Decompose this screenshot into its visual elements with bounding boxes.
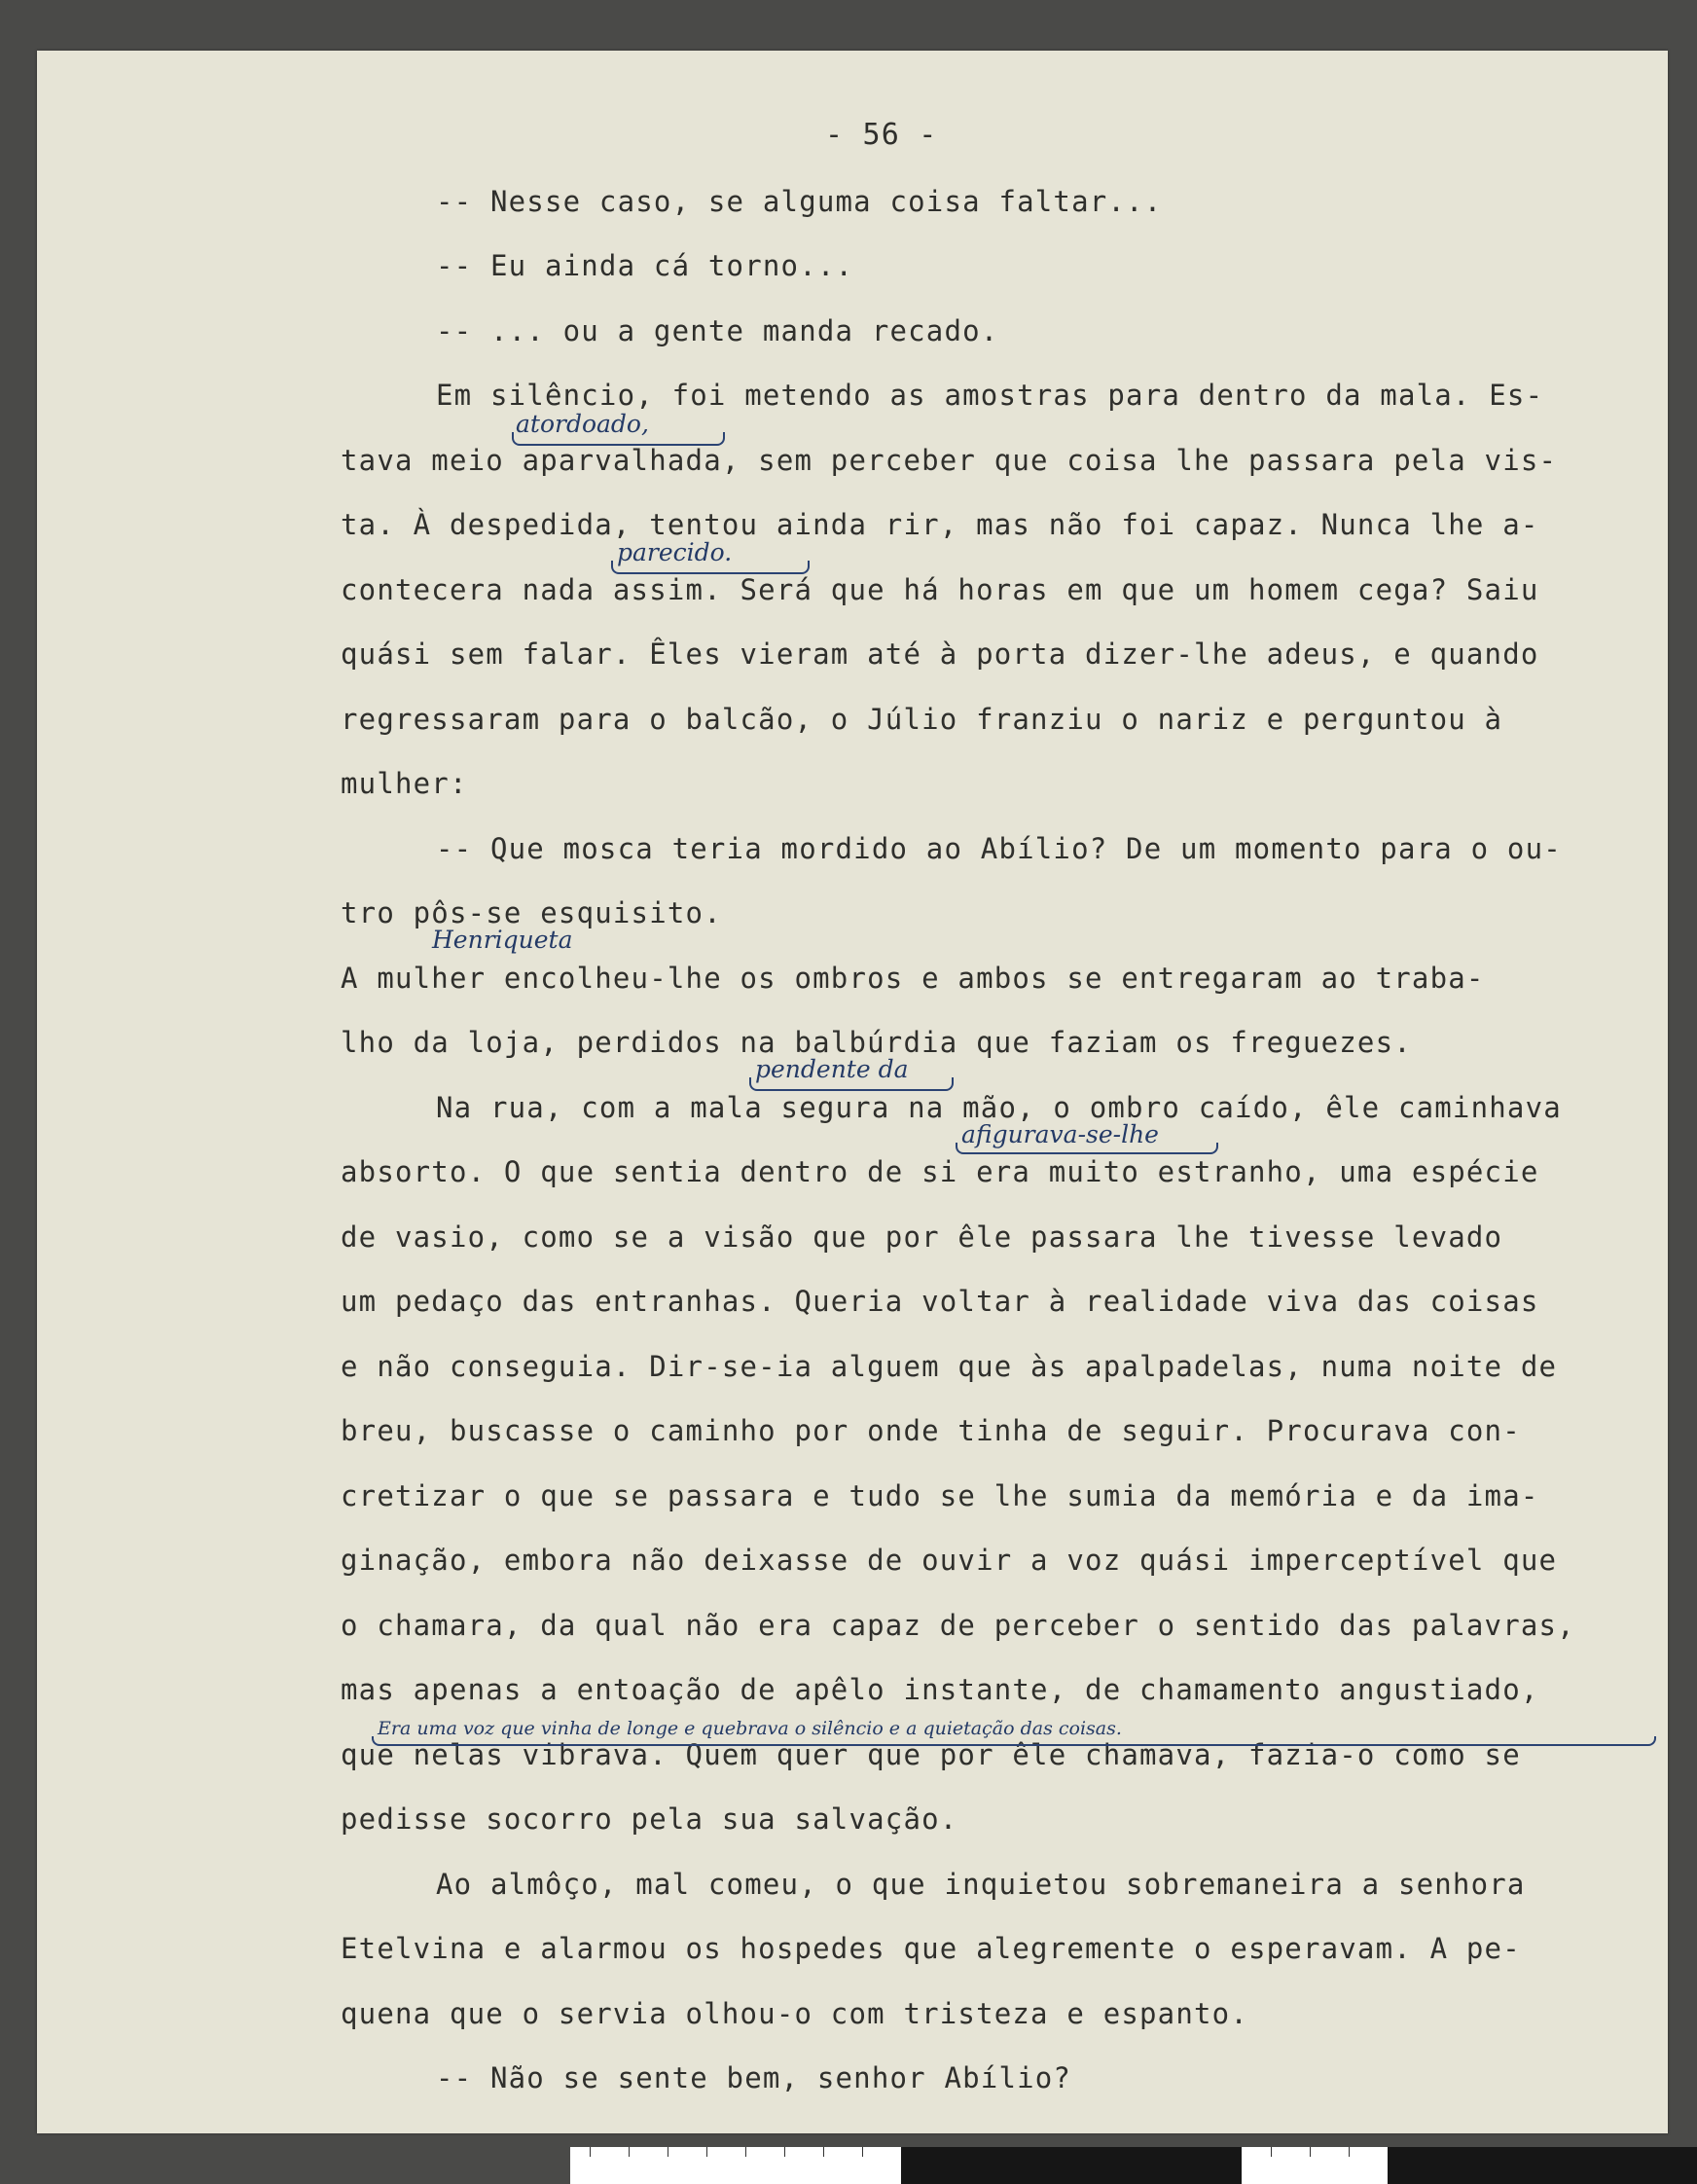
ruler-dark-segment <box>901 2147 1242 2184</box>
text-line-13: A mulher encolheu-lhe os ombros e ambos se entregaram ao traba- <box>341 962 1485 995</box>
annotation-henriqueta: Henriqueta <box>432 926 573 954</box>
text-line-5: tava meio aparvalhada, sem perceber que coisa lhe passara pela vis- <box>341 444 1558 477</box>
text-line-22: ginação, embora não deixasse de ouvir a voz quási imperceptível que <box>341 1544 1558 1577</box>
annotation-bracket <box>611 561 810 574</box>
text-line-19: e não conseguia. Dir-se-ia alguem que às apalpadelas, numa noite de <box>341 1350 1558 1383</box>
text-line-7: contecera nada assim. Será que há horas em que um homem cega? Saiu <box>341 573 1539 606</box>
annotation-bracket <box>749 1077 954 1091</box>
annotation-afigurava: afigurava-se-lhe <box>961 1120 1159 1148</box>
annotation-parecido: parecido. <box>617 538 733 566</box>
ruler-tick <box>745 2147 746 2157</box>
text-line-17: de vasio, como se a visão que por êle passara lhe tivesse levado <box>341 1220 1503 1254</box>
ruler-tick <box>784 2147 785 2157</box>
text-line-12: tro pôs-se esquisito. <box>341 896 722 929</box>
text-line-20: breu, buscasse o caminho por onde tinha de seguir. Procurava con- <box>341 1414 1521 1447</box>
text-line-28: Etelvina e alarmou os hospedes que alegremente o esperavam. A pe- <box>341 1932 1521 1965</box>
text-line-1: -- Nesse caso, se alguma coisa faltar... <box>436 185 1163 218</box>
ruler-tick <box>590 2147 591 2157</box>
annotation-insertion: Era uma voz que vinha de longe e quebrava o silêncio e a quietação das coisas. <box>378 1718 1122 1739</box>
text-line-16: absorto. O que sentia dentro de si era muito estranho, uma espécie <box>341 1155 1539 1188</box>
text-line-29: quena que o servia olhou-o com tristeza e espanto. <box>341 1997 1248 2030</box>
text-line-4: Em silêncio, foi metendo as amostras para dentro da mala. Es- <box>436 379 1544 412</box>
manuscript-page <box>37 51 1668 2133</box>
annotation-bracket <box>512 432 725 446</box>
text-line-26: pedisse socorro pela sua salvação. <box>341 1802 958 1836</box>
text-line-27: Ao almôço, mal comeu, o que inquietou sobremaneira a senhora <box>436 1868 1526 1901</box>
text-line-10: mulher: <box>341 767 468 800</box>
annotation-atordoado: atordoado, <box>516 410 649 438</box>
text-line-21: cretizar o que se passara e tudo se lhe sumia da memória e da ima- <box>341 1479 1539 1512</box>
scale-ruler <box>570 2147 1697 2184</box>
text-line-30: -- Não se sente bem, senhor Abílio? <box>436 2061 1072 2094</box>
text-line-24: mas apenas a entoação de apêlo instante, de chamamento angustiado, <box>341 1673 1539 1706</box>
text-line-11: -- Que mosca teria mordido ao Abílio? De um momento para o ou- <box>436 832 1562 865</box>
text-line-3: -- ... ou a gente manda recado. <box>436 314 999 347</box>
text-line-2: -- Eu ainda cá torno... <box>436 249 854 282</box>
annotation-bracket <box>956 1143 1218 1154</box>
text-line-18: um pedaço das entranhas. Queria voltar à realidade viva das coisas <box>341 1285 1539 1318</box>
text-line-8: quási sem falar. Êles vieram até à porta dizer-lhe adeus, e quando <box>341 637 1539 671</box>
ruler-dark-segment <box>1388 2147 1697 2184</box>
ruler-tick <box>1271 2147 1272 2157</box>
text-line-23: o chamara, da qual não era capaz de perceber o sentido das palavras, <box>341 1609 1575 1642</box>
ruler-tick <box>823 2147 824 2157</box>
ruler-tick <box>1349 2147 1350 2157</box>
text-line-14: lho da loja, perdidos na balbúrdia que faziam os freguezes. <box>341 1026 1412 1059</box>
ruler-tick <box>1310 2147 1311 2157</box>
ruler-tick <box>862 2147 863 2157</box>
text-line-9: regressaram para o balcão, o Júlio franziu o nariz e perguntou à <box>341 703 1503 736</box>
page-number: - 56 - <box>825 118 938 152</box>
ruler-tick <box>629 2147 630 2157</box>
annotation-pendente-da: pendente da <box>755 1055 909 1083</box>
annotation-insertion-line <box>372 1736 1656 1746</box>
text-line-15: Na rua, com a mala segura na mão, o ombro caído, êle caminhava <box>436 1091 1562 1124</box>
ruler-tick <box>706 2147 707 2157</box>
text-line-25: que nelas vibrava. Quem quer que por êle chamava, fazia-o como se <box>341 1738 1521 1771</box>
text-line-6: ta. À despedida, tentou ainda rir, mas não foi capaz. Nunca lhe a- <box>341 508 1539 541</box>
